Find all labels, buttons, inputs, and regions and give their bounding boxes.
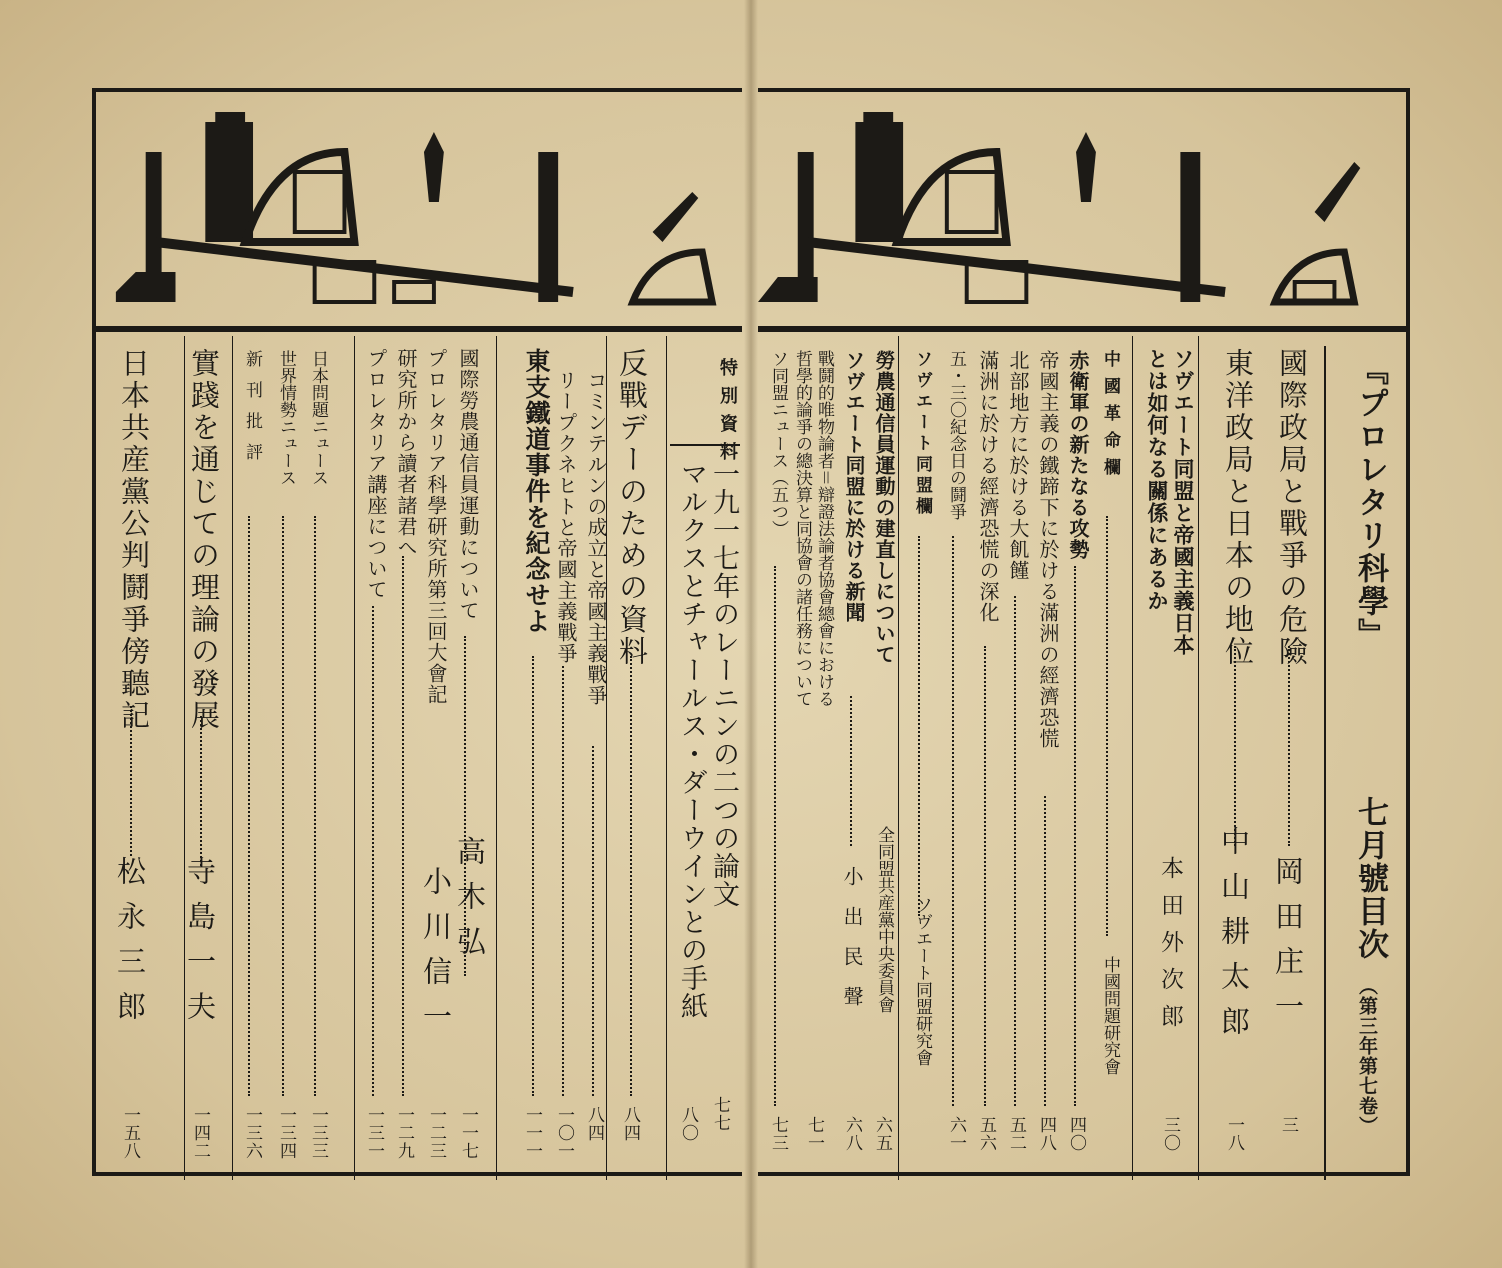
toc-entry-page: 四八 [1036, 1116, 1056, 1152]
leader-dots [1106, 516, 1108, 936]
toc-entry-title[interactable]: 日本問題ニュース [308, 350, 328, 486]
toc-entry-page: 一〇一 [554, 1106, 574, 1160]
leader-dots [918, 536, 920, 916]
leader-dots [562, 666, 564, 1096]
toc-entry-page: 五六 [976, 1116, 996, 1152]
book-gutter [744, 0, 758, 1268]
toc-entry-page: 八〇 [678, 1106, 698, 1142]
toc-entry-title[interactable]: 東支鐵道事件を紀念せよ [522, 348, 551, 634]
leader-dots [952, 536, 954, 1106]
toc-entry-page: 一一七 [458, 1106, 478, 1160]
toc-entry-title[interactable]: ソヴエート同盟に於ける新聞 [842, 350, 866, 623]
tag-underline [670, 444, 740, 446]
toc-entry-title[interactable]: マルクスとチャールス・ダーウインとの手紙 [676, 460, 707, 1020]
leader-dots [314, 516, 316, 1096]
factory-icon [96, 92, 742, 326]
section-heading: 中國革命欄 [1100, 350, 1120, 485]
toc-entry-title[interactable]: 戰鬪的唯物論者＝辯證法論者協會總會における [814, 350, 834, 707]
leader-dots [200, 716, 202, 866]
column-divider [496, 336, 497, 1180]
toc-entry-title[interactable]: 勞農通信員運動の建直しについて [872, 350, 896, 665]
toc-entry-title[interactable]: 國際勞農通信員運動について [456, 348, 480, 621]
toc-entry-title[interactable]: 滿洲に於ける經濟恐慌の深化 [976, 350, 1000, 623]
leader-dots [532, 656, 534, 1096]
toc-entry-author: 中山耕太郎 [1217, 826, 1251, 1051]
toc-entry-title[interactable]: リープクネヒトと帝國主義戰爭 [554, 370, 578, 664]
toc-entry-page: 六八 [842, 1116, 862, 1152]
toc-entry-title[interactable]: 研究所から讀者諸君へ [394, 348, 418, 558]
toc-entry-title[interactable]: 世界情勢ニュース [276, 350, 296, 486]
toc-entry-title[interactable]: 赤衛軍の新たなる攻勢 [1066, 350, 1090, 560]
leader-dots [630, 656, 632, 1096]
toc-entry-author: 寺島一夫 [183, 856, 217, 1036]
toc-entry-author: 岡田庄一 [1271, 856, 1305, 1036]
toc-entry-subtitle: とは如何なる關係にあるか [1145, 348, 1170, 612]
factory-illustration-right [758, 92, 1406, 332]
right-page [758, 88, 1410, 1176]
toc-entry-title[interactable]: 一九一七年のレーニンの二つの論文 [708, 460, 739, 908]
section-author: ソヴエート同盟研究會 [912, 896, 932, 1066]
column-divider [666, 336, 667, 1180]
toc-entry-page: 三〇 [1160, 1116, 1180, 1152]
factory-icon [758, 92, 1406, 326]
toc-entry-page: 七一 [804, 1116, 824, 1152]
leader-dots [592, 746, 594, 1096]
toc-entry-page: 一二九 [394, 1106, 414, 1160]
toc-entry-author: 小出民聲 [840, 866, 864, 1026]
leader-dots [248, 516, 250, 1096]
toc-entry-page: 一三三 [308, 1106, 328, 1160]
toc-entry-page: 四〇 [1066, 1116, 1086, 1152]
toc-entry-page: 五二 [1006, 1116, 1026, 1152]
toc-entry-title[interactable]: 反戰デーのための資料 [615, 348, 649, 668]
toc-entry-title[interactable]: コミンテルンの成立と帝國主義戰爭 [584, 370, 608, 706]
toc-entry-author: 小川信一 [419, 866, 453, 1046]
leader-dots [130, 706, 132, 856]
leader-dots [402, 556, 404, 1096]
factory-illustration-left [96, 92, 742, 332]
leader-dots [774, 566, 776, 1106]
toc-entry-page: 八四 [620, 1106, 640, 1142]
section-author: 中國問題研究會 [1100, 956, 1120, 1075]
column-divider [232, 336, 233, 1180]
toc-entry-title[interactable]: 新刊批評 [242, 350, 262, 474]
toc-entry-title[interactable]: 東洋政局と日本の地位 [1221, 348, 1255, 668]
toc-entry-page: 一三四 [276, 1106, 296, 1160]
leader-dots [282, 516, 284, 1096]
toc-entry-page: 一三六 [242, 1106, 262, 1160]
leader-dots [1044, 796, 1046, 1106]
toc-entry-title[interactable]: プロレタリア科學研究所第三回大會記 [424, 348, 448, 705]
toc-entry-title[interactable]: 帝國主義の鐵蹄下に於ける滿洲の經濟恐慌 [1036, 350, 1060, 749]
column-divider [354, 336, 355, 1180]
volume-label: （第三年第七卷） [1356, 976, 1378, 1136]
right-toc [758, 336, 1406, 1180]
leader-dots [1288, 646, 1290, 846]
toc-entry-page: 三 [1278, 1116, 1298, 1134]
special-material-tag: 特別資料 [717, 358, 738, 470]
leader-dots [984, 646, 986, 1106]
toc-entry-author: 松永三郎 [113, 856, 147, 1036]
toc-entry-page: 八四 [584, 1106, 604, 1142]
toc-entry-title[interactable]: ソヴエート同盟と帝國主義日本 [1171, 348, 1196, 656]
toc-entry-page: 一五八 [120, 1106, 140, 1160]
toc-entry-author: 全同盟共産黨中央委員會 [874, 826, 894, 1013]
section-heading: ソヴエート同盟欄 [912, 350, 932, 518]
column-divider [1198, 336, 1199, 1180]
issue-label: 七月號目次 [1352, 796, 1388, 961]
leader-dots [1014, 596, 1016, 1106]
toc-entry-title[interactable]: ソ同盟ニュース（五つ） [768, 350, 788, 537]
column-divider [1132, 336, 1133, 1180]
toc-entry-title[interactable]: プロレタリア講座について [364, 348, 388, 600]
toc-entry-page: 六五 [872, 1116, 892, 1152]
toc-entry-title[interactable]: 實踐を通じての理論の發展 [187, 348, 221, 732]
magazine-title: 『プロレタリ科學』 [1352, 354, 1388, 651]
toc-entry-page: 六一 [946, 1116, 966, 1152]
toc-entry-page: 七七 [710, 1096, 730, 1132]
toc-entry-page: 七三 [768, 1116, 788, 1152]
toc-entry-page: 一三一 [364, 1106, 384, 1160]
toc-entry-title[interactable]: 國際政局と戰爭の危險 [1275, 348, 1309, 668]
toc-entry-page: 一四二 [190, 1106, 210, 1160]
toc-entry-author: 高木弘 [453, 836, 487, 971]
toc-entry-author: 本田外次郎 [1157, 856, 1183, 1041]
toc-entry-page: 一一一 [522, 1106, 542, 1160]
leader-dots [372, 606, 374, 1096]
toc-entry-subtitle: 哲學的論爭の總決算と同協會の諸任務について [792, 350, 812, 707]
toc-entry-page: 一八 [1224, 1116, 1244, 1152]
left-toc [96, 336, 742, 1180]
toc-entry-page: 一二三 [426, 1106, 446, 1160]
title-border [1324, 346, 1326, 1180]
toc-entry-title[interactable]: 北部地方に於ける大飢饉 [1006, 350, 1030, 581]
left-page [92, 88, 742, 1176]
leader-dots [850, 696, 852, 846]
toc-entry-title[interactable]: 五・三〇紀念日の鬪爭 [946, 350, 966, 520]
leader-dots [1234, 646, 1236, 846]
leader-dots [1074, 566, 1076, 1106]
toc-entry-title[interactable]: 日本共産黨公判鬪爭傍聽記 [117, 348, 151, 732]
